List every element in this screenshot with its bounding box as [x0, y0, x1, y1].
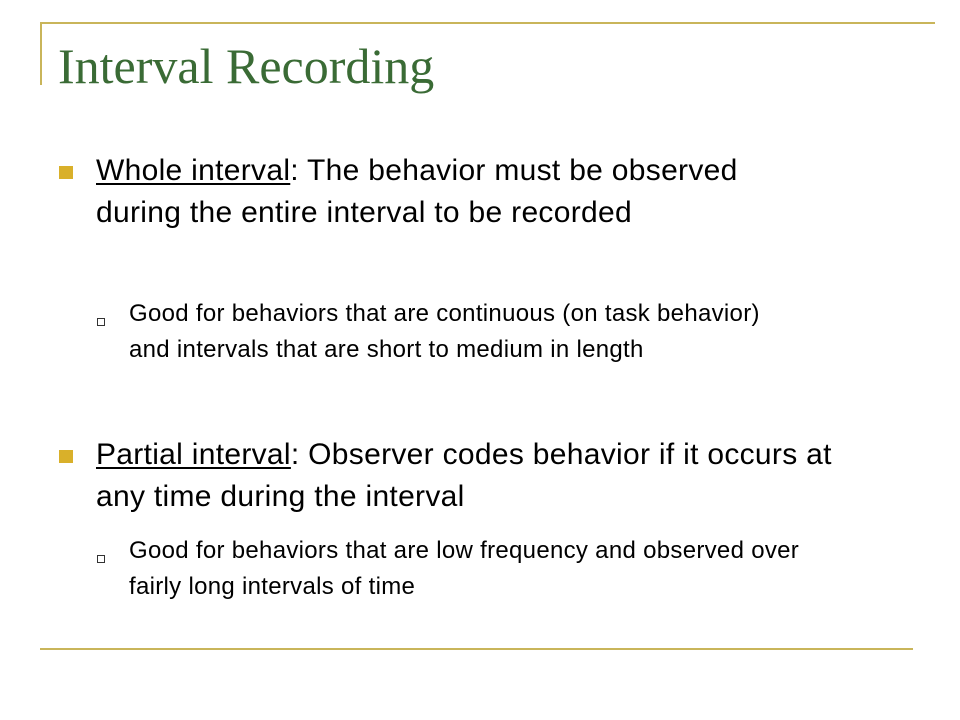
hollow-square-bullet-icon — [97, 555, 105, 563]
bullet-text-whole-interval — [96, 150, 816, 234]
square-bullet-icon — [59, 166, 73, 179]
bullet-definition: : Observer codes behavior if it occurs at any time during the interval — [96, 438, 832, 513]
term-partial-interval: Partial interval — [96, 438, 291, 471]
bullet-definition: : The behavior must be observed during the entire interval to be recorded — [96, 154, 738, 229]
sub-bullet-text: Good for behaviors that are low frequency and observed over fairly long intervals of time — [129, 537, 800, 600]
bullet-text-partial-interval — [96, 434, 836, 518]
sub-bullet-text: Good for behaviors that are continuous (on task behavior) and intervals that are short to medium in length — [129, 300, 760, 363]
square-bullet-icon — [59, 450, 73, 463]
slide-title: Interval Recording — [58, 38, 435, 94]
hollow-square-bullet-icon — [97, 318, 105, 326]
term-whole-interval: Whole interval — [96, 154, 291, 187]
